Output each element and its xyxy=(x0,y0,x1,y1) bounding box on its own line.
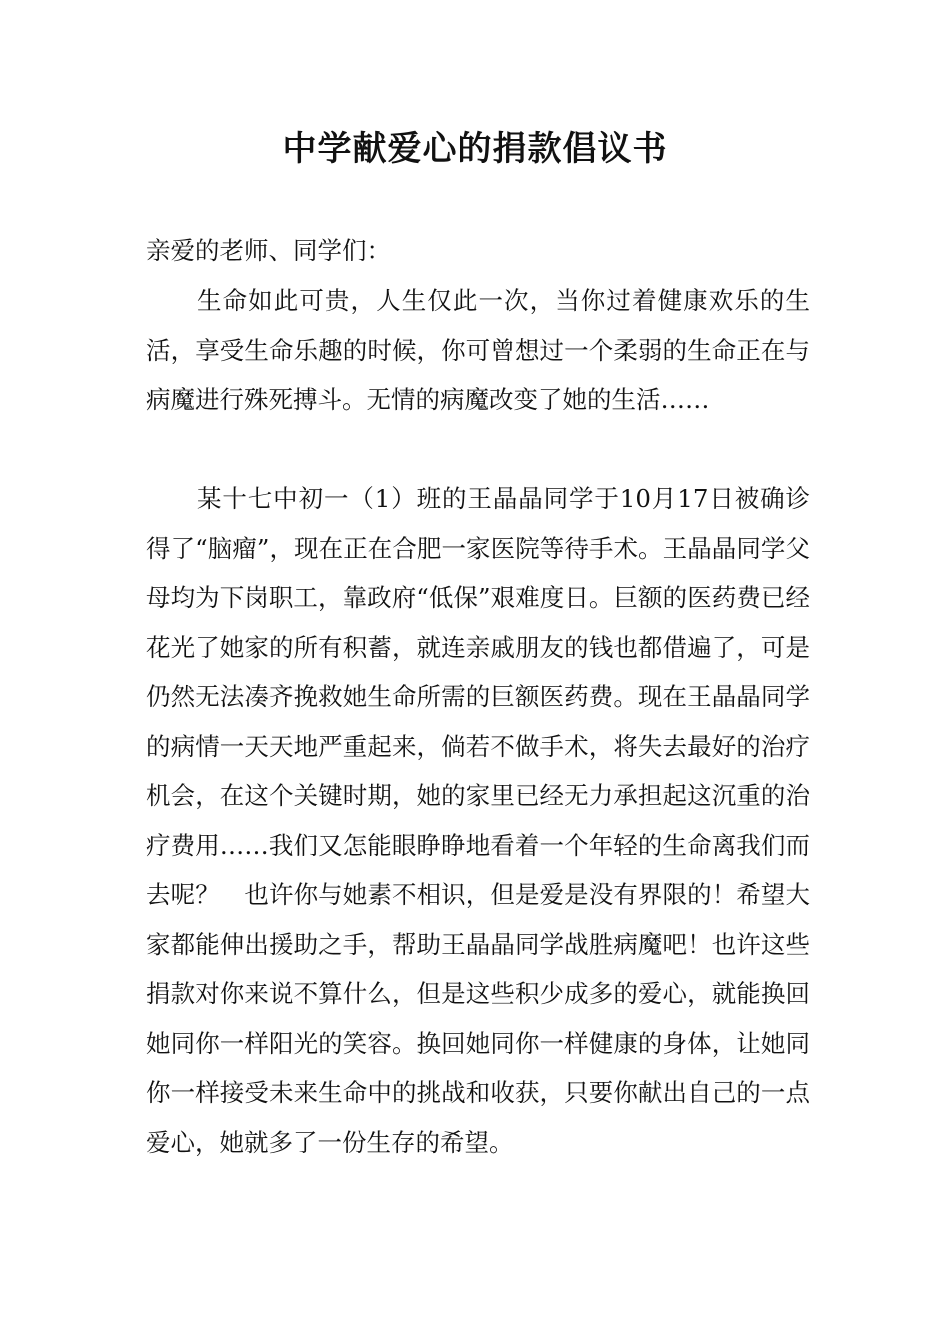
document-title: 中学献爱心的捐款倡议书 xyxy=(282,129,668,169)
paragraph-1: 生命如此可贵，人生仅此一次，当你过着健康欢乐的生活，享受生命乐趣的时候，你可曾想过一个柔弱的生命正在与病魔进行殊死搏斗。无情的病魔改变了她的生活…… xyxy=(146,286,810,414)
paragraph-2: 某十七中初一（1）班的王晶晶同学于10月17日被确诊得了“脑瘤”，现在正在合肥一家医院等待手术。王晶晶同学父母均为下岗职工，靠政府“低保”艰难度日。巨额的医药费已经花光了她家的所有积蓄，就连亲戚朋友的钱也都借遍了，可是仍然无法凑齐挽救她生命所需的巨额医药费。现在王晶晶同学的病情一天天地严重起来，倘若不做手术，将失去最好的治疗机会，在这个关键时期，她的家里已经无力承担起这沉重的治疗费用……我们又怎能眼睁睁地看着一个年轻的生命离我们而去呢？ 也许你与她素不相识，但是爱是没有界限的！希望大家都能伸出援助之手，帮助王晶晶同学战胜病魔吧！也许这些捐款对你来说不算什么，但是这些积少成多的爱心，就能换回她同你一样阳光的笑容。换回她同你一样健康的身体，让她同你一样接受未来生命中的挑战和收获，只要你献出自己的一点爱心，她就多了一份生存的希望。 xyxy=(146,484,810,1157)
salutation: 亲爱的老师、同学们： xyxy=(146,236,391,265)
